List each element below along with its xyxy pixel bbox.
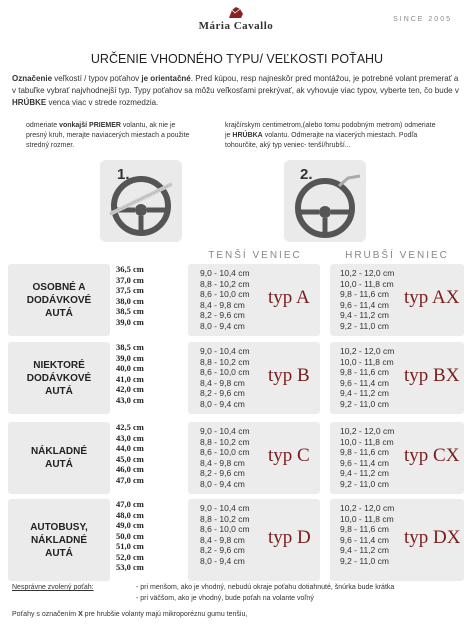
thin-range: 8,6 - 10,0 cm (200, 289, 250, 299)
thin-range: 8,4 - 9,8 cm (200, 457, 245, 468)
size-value: 43,0 cm (116, 394, 144, 405)
intro-text-2: . Pred kúpou, resp najneskôr pred montážou, je potrebné volant premerať a v tabuľke vybrať najvhodnejší typ. Typy poťahov sa môžu veľkosťami prekrývať, ak vyhovuje viac typov, vyberte ten, čo bude v (12, 74, 459, 95)
thick-range: 9,2 - 11,0 cm (340, 555, 389, 566)
thick-range: 10,2 - 12,0 cm (340, 426, 395, 436)
thick-range: 10,2 - 12,0 cm (340, 268, 395, 278)
column-header-thin: TENŠÍ VENIEC (208, 250, 302, 261)
thin-panel (188, 422, 320, 494)
thick-range: 9,8 - 11,6 cm (340, 524, 389, 534)
thin-range: 8,8 - 10,2 cm (200, 356, 250, 367)
group-label-line: NÁKLADNÉ (30, 534, 88, 546)
group-label-line: NIEKTORÉ (33, 359, 85, 371)
illustration-thickness (284, 160, 366, 242)
thin-panel (188, 342, 320, 414)
wrong-choice-larger: - pri väčšom, ako je vhodný, bude poťah na volante voľný (136, 595, 314, 602)
thick-range: 9,6 - 11,4 cm (340, 299, 389, 310)
thick-range: 9,6 - 11,4 cm (340, 534, 389, 545)
thin-panel (188, 264, 320, 336)
thick-panel (330, 499, 464, 581)
size-value: 46,0 cm (116, 464, 144, 474)
thin-type-label: typ D (268, 527, 311, 548)
size-value: 43,0 cm (116, 432, 144, 443)
thick-range: 9,4 - 11,2 cm (340, 388, 389, 398)
group-label-line: DODÁVKOVÉ (26, 372, 92, 384)
group-label-line: OSOBNÉ A (32, 281, 86, 293)
wrong-choice-label-text: Nesprávne zvolený poťah: (12, 584, 94, 591)
thin-range: 8,6 - 10,0 cm (200, 367, 250, 377)
size-value: 48,0 cm (116, 509, 144, 520)
size-value: 38,0 cm (116, 295, 144, 306)
step2-bold: HRÚBKA (232, 132, 263, 139)
size-value: 39,0 cm (116, 352, 144, 363)
step1-number: 1. (117, 166, 130, 183)
thin-range: 8,6 - 10,0 cm (200, 447, 250, 457)
intro-paragraph (12, 73, 464, 109)
group-label (8, 359, 110, 398)
thin-range: 8,6 - 10,0 cm (200, 524, 250, 534)
size-value: 42,0 cm (116, 384, 144, 394)
thick-range: 10,2 - 12,0 cm (340, 503, 395, 513)
size-value: 47,0 cm (116, 499, 144, 509)
wrong-choice-label (12, 584, 94, 591)
group-label-box (8, 422, 110, 494)
thick-range: 9,8 - 11,6 cm (340, 367, 389, 377)
size-value: 45,0 cm (116, 453, 144, 464)
size-value: 42,5 cm (116, 422, 144, 432)
thick-panel (330, 422, 464, 494)
thin-range: 9,0 - 10,4 cm (200, 426, 250, 436)
thick-range: 9,6 - 11,4 cm (340, 377, 389, 388)
group-label-line: DODÁVKOVÉ (26, 294, 92, 306)
size-value: 37,5 cm (116, 285, 144, 295)
size-value: 36,5 cm (116, 264, 144, 274)
thick-range: 9,4 - 11,2 cm (340, 310, 389, 320)
thin-range: 8,2 - 9,6 cm (200, 388, 245, 398)
step1-text-after: volantu, ak nie je presný kruh, merajte naviacerých miestach a použite stredný rozmer. (26, 122, 190, 149)
column-header-thick: HRUBŠÍ VENIEC (345, 250, 449, 261)
thin-range: 8,0 - 9,4 cm (200, 555, 245, 566)
thin-range: 9,0 - 10,4 cm (200, 268, 250, 278)
brand-block (176, 6, 296, 32)
size-value: 37,0 cm (116, 274, 144, 285)
group-label-line: AUTÁ (45, 459, 73, 470)
x-note-bold: X (78, 611, 83, 618)
thin-panel (188, 499, 320, 581)
size-value: 51,0 cm (116, 541, 144, 551)
thin-type-label: typ C (268, 445, 310, 466)
page-title: URČENIE VHODNÉHO TYPU/ VEĽKOSTI POŤAHU (90, 52, 384, 66)
thick-range: 10,0 - 11,8 cm (340, 356, 394, 367)
intro-text-1: veľkostí / typov poťahov (52, 74, 142, 83)
illustration-diameter (100, 160, 182, 242)
thick-panel (330, 342, 464, 414)
group-label-box (8, 264, 110, 336)
thin-range: 9,0 - 10,4 cm (200, 346, 250, 356)
size-value: 53,0 cm (116, 562, 144, 572)
thick-type-label: typ BX (404, 365, 460, 386)
thin-range: 8,2 - 9,6 cm (200, 545, 245, 555)
intro-bold-2: je orientačné (141, 74, 191, 83)
since-label: SINCE 2005 (393, 16, 452, 23)
size-value: 47,0 cm (116, 474, 144, 485)
thin-type-label: typ A (268, 287, 310, 308)
group-sizes (116, 342, 176, 405)
thin-range: 8,4 - 9,8 cm (200, 377, 245, 388)
size-value: 38,5 cm (116, 306, 144, 316)
group-label-line: NÁKLADNÉ (30, 446, 88, 457)
group-sizes (116, 422, 176, 485)
group-label-box (8, 342, 110, 414)
thin-range: 8,8 - 10,2 cm (200, 513, 250, 524)
group-label (8, 521, 110, 560)
x-note-after: pre hrubšie volanty majú mikroporéznu gumu tenšiu, (82, 611, 248, 618)
thin-range: 8,8 - 10,2 cm (200, 436, 250, 447)
wrong-choice-smaller: - pri menšom, ako je vhodný, nebudú okraje poťahu dotiahnuté, šnúrka bude krátka (136, 584, 395, 591)
step2-text-before: krajčírskym centimetrom,(alebo tomu podobným metrom) odmeriate je (225, 122, 436, 139)
size-value: 49,0 cm (116, 520, 144, 530)
x-note-before: Poťahy s označením (12, 611, 79, 618)
brand-name: Mária Cavallo (198, 20, 274, 32)
group-label-box (8, 499, 110, 581)
step2-number: 2. (300, 166, 313, 183)
group-label-line: AUTÁ (45, 307, 73, 319)
thin-range: 8,8 - 10,2 cm (200, 278, 250, 289)
size-value: 38,5 cm (116, 342, 144, 352)
size-value: 39,0 cm (116, 316, 144, 327)
thin-type-label: typ B (268, 365, 310, 386)
thin-range: 8,0 - 9,4 cm (200, 398, 245, 409)
thin-range: 8,2 - 9,6 cm (200, 468, 245, 478)
thick-range: 9,2 - 11,0 cm (340, 478, 389, 489)
steering-wheel-thickness-icon (284, 160, 366, 242)
thin-range: 8,4 - 9,8 cm (200, 299, 245, 310)
thin-range: 8,4 - 9,8 cm (200, 534, 245, 545)
thick-type-label: typ CX (404, 445, 460, 466)
thick-range: 9,4 - 11,2 cm (340, 545, 389, 555)
intro-text-3: venca viac v strede rozmedzia. (46, 98, 159, 107)
group-label (8, 281, 110, 320)
size-value: 41,0 cm (116, 373, 144, 384)
thick-range: 9,2 - 11,0 cm (340, 320, 389, 331)
thick-range: 9,6 - 11,4 cm (340, 457, 389, 468)
thick-type-label: typ AX (404, 287, 460, 308)
thick-type-label: typ DX (404, 527, 461, 548)
thick-panel (330, 264, 464, 336)
step2-text-after: volantu. Odmerajte na viacerých miestach. Podľa tohourčite, aký typ veniec- tenší/hrubší... (225, 132, 418, 149)
size-value: 52,0 cm (116, 551, 144, 562)
group-label (8, 445, 110, 471)
thick-range: 9,4 - 11,2 cm (340, 468, 389, 478)
thick-range: 10,0 - 11,8 cm (340, 513, 394, 524)
size-value: 40,0 cm (116, 363, 144, 373)
step1-note (26, 121, 194, 151)
size-value: 44,0 cm (116, 443, 144, 453)
thick-range: 9,8 - 11,6 cm (340, 289, 389, 299)
thin-range: 9,0 - 10,4 cm (200, 503, 250, 513)
group-sizes (116, 499, 176, 573)
thick-range: 10,2 - 12,0 cm (340, 346, 395, 356)
steering-wheel-diameter-icon (100, 160, 182, 242)
size-value: 50,0 cm (116, 530, 144, 541)
thin-range: 8,2 - 9,6 cm (200, 310, 245, 320)
group-label-line: AUTÁ (45, 385, 73, 397)
x-note (12, 611, 247, 618)
group-label-line: AUTOBUSY, (30, 521, 88, 533)
intro-bold-3: HRÚBKE (12, 98, 47, 107)
step1-bold: vonkajší PRIEMER (59, 122, 121, 129)
thin-range: 8,0 - 9,4 cm (200, 320, 245, 331)
thin-range: 8,0 - 9,4 cm (200, 478, 245, 489)
group-sizes (116, 264, 176, 327)
horse-head-logo-icon (223, 6, 249, 20)
intro-bold-1: Označenie (12, 74, 53, 83)
step1-text-before: odmeriate (26, 122, 60, 129)
step2-note (225, 121, 437, 151)
thick-range: 9,2 - 11,0 cm (340, 398, 389, 409)
thick-range: 10,0 - 11,8 cm (340, 436, 394, 447)
thick-range: 9,8 - 11,6 cm (340, 447, 389, 457)
group-label-line: AUTÁ (45, 547, 73, 559)
thick-range: 10,0 - 11,8 cm (340, 278, 394, 289)
